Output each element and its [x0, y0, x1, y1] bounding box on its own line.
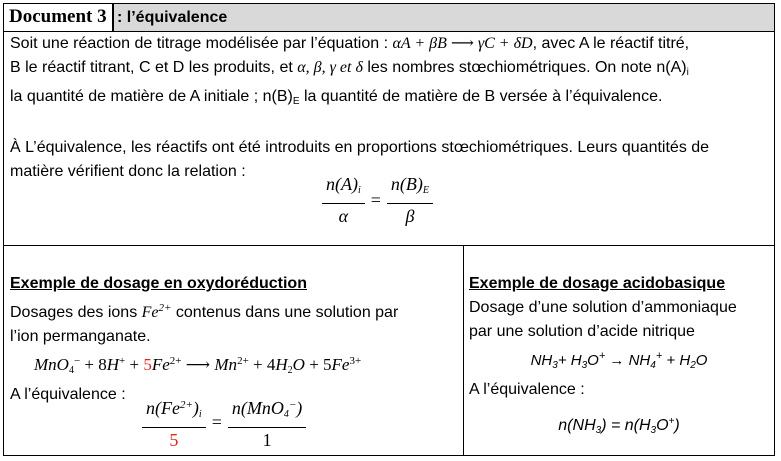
- fraction-mno4: $\frac{n(MnO_4^-)}{1}$: [228, 393, 306, 452]
- redox-at-equivalence: A l’équivalence :: [10, 386, 126, 403]
- document-title: : l’équivalence: [117, 9, 228, 26]
- intro-line-3: la quantité de matière de A initiale ; $n(B)_E$ la quantité de matière de B versée à l’équivalence.: [10, 88, 663, 107]
- redox-equivalence-relation: $\frac{n(Fe^{2+})_i}{5}$ = $\frac{n(MnO_4^-)}{1}$: [142, 393, 306, 452]
- intro-line-1: Soit une réaction de titrage modélisée par l’équation : αA + βB ⟶ γC + δD, avec A le réactif titré,: [10, 35, 690, 52]
- equivalence-relation: $\frac{n(A)_i}{\alpha}$ = $\frac{n(B)_E}{\beta}$: [322, 172, 433, 228]
- redox-coefficient: 5: [143, 355, 152, 374]
- intro-para2-line-2: matière vérifient donc la relation :: [10, 163, 246, 180]
- redox-reaction: $MnO_4^- + 8H^+ + 5Fe^{2+}$ ⟶ $Mn^{2+} + 4H_2O + 5Fe^{3+}$: [34, 355, 362, 376]
- document-frame: [3, 3, 775, 456]
- intro-line-2: B le réactif titrant, C et D les produits, et α, β, γ et δ les nombres stœchiométriques. On note $n(A)_i$: [10, 59, 689, 78]
- redox-line-1: Dosages des ions $Fe^{2+}$ contenus dans une solution par: [10, 302, 399, 321]
- fraction-b: $\frac{n(B)_E}{\beta}$: [387, 172, 433, 228]
- acidbase-equivalence-relation: n(NH3) = n(H3O+): [558, 416, 680, 436]
- titration-equation: αA + βB ⟶ γC + δD: [392, 35, 533, 52]
- vertical-divider: [463, 245, 464, 455]
- document-header: [4, 4, 774, 32]
- fraction-fe: $\frac{n(Fe^{2+})_i}{5}$: [142, 393, 206, 452]
- acidbase-reaction: $NH_3+ H_3O^+ \to NH_4^+ + H_2O$: [530, 350, 708, 371]
- acidbase-example: [469, 272, 769, 402]
- redox-line-2: l’ion permanganate.: [10, 328, 151, 345]
- acidbase-line-1: Dosage d’une solution d’ammoniaque: [469, 299, 737, 316]
- horizontal-divider: [4, 245, 774, 246]
- redox-title: Exemple de dosage en oxydoréduction: [10, 275, 307, 292]
- acidbase-at-equivalence: A l’équivalence :: [469, 381, 585, 398]
- intro-text: [10, 32, 772, 184]
- intro-para2-line-1: À L’équivalence, les réactifs ont été introduits en proportions stœchiométriques. Leurs quantités de: [10, 139, 710, 156]
- acidbase-title: Exemple de dosage acidobasique: [469, 275, 726, 292]
- greek-coefficients: α, β, γ et δ: [297, 59, 363, 76]
- fraction-a: $\frac{n(A)_i}{\alpha}$: [322, 172, 365, 228]
- redox-example: [10, 272, 460, 407]
- acidbase-line-2: par une solution d’acide nitrique: [469, 323, 695, 340]
- document-label: Document 3: [4, 4, 114, 31]
